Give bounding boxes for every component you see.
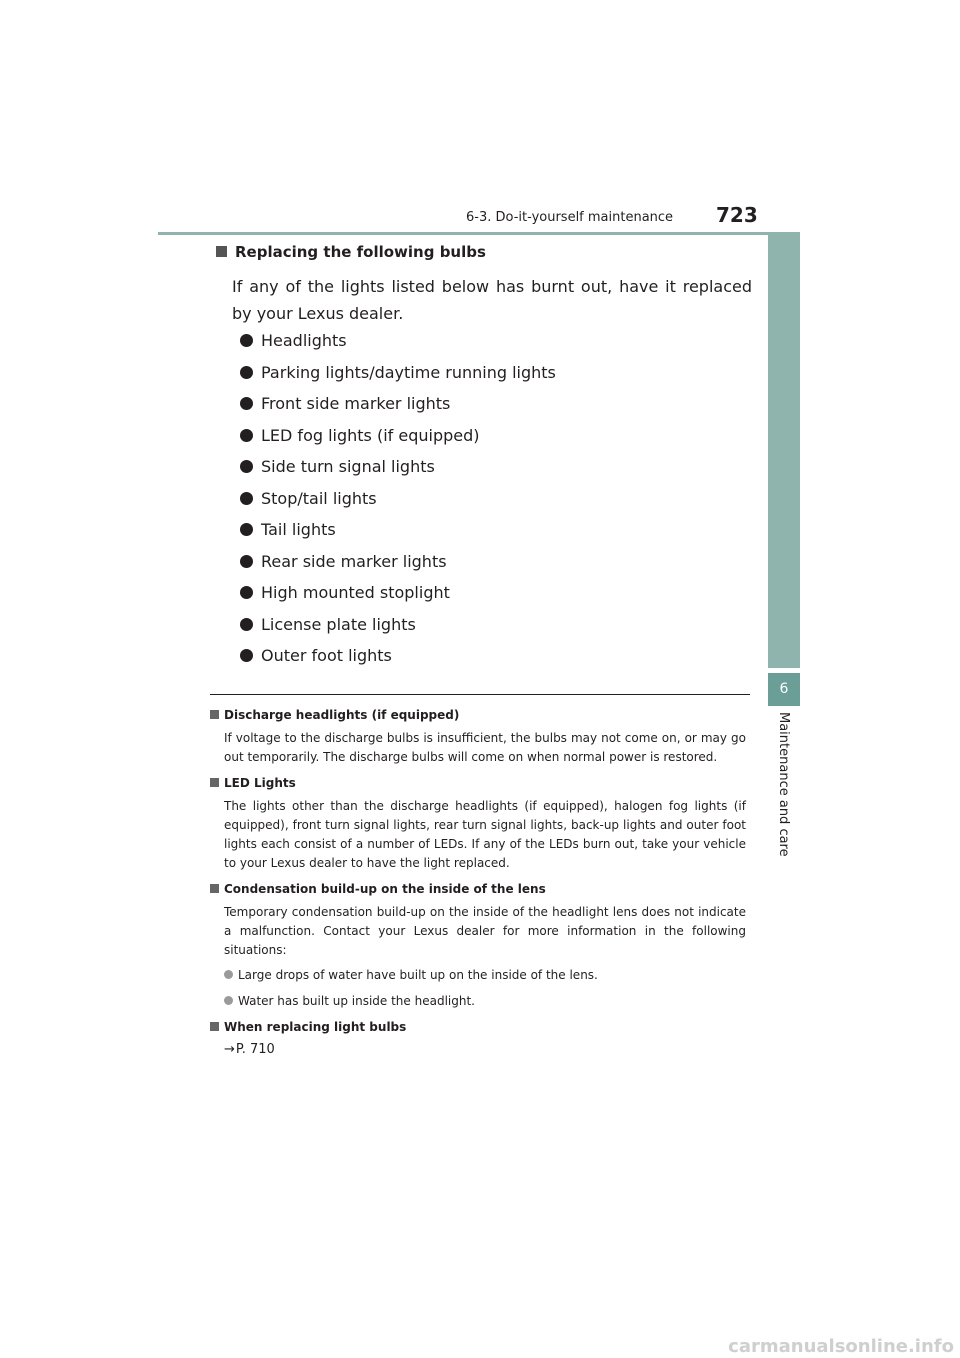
square-bullet-icon: [210, 1022, 219, 1031]
arrow-right-icon: →: [224, 1042, 235, 1057]
note-body: The lights other than the discharge headlights (if equipped), halogen fog lights (if equipped), front turn signal lights, rear turn signal lights, back-up lights and outer foot lights each consist of a number of LEDs. If any of the LEDs burn out, take your vehicle to your Lexus dealer to have the light replaced.: [224, 799, 746, 870]
bullet-icon: [240, 397, 253, 410]
bulbs-heading-text: Replacing the following bulbs: [235, 243, 486, 261]
page-reference-text[interactable]: P. 710: [235, 1042, 275, 1057]
list-item: Stop/tail lights: [240, 488, 556, 520]
section-title: 6-3. Do-it-yourself maintenance: [466, 210, 674, 225]
list-item: High mounted stoplight: [240, 582, 556, 614]
list-item: Large drops of water have built up on the inside of the lens.: [224, 966, 746, 985]
note-discharge: [210, 708, 746, 767]
note-condensation: [210, 882, 746, 1011]
bulbs-intro: If any of the lights listed below has burnt out, have it replaced by your Lexus dealer.: [232, 277, 752, 323]
bullet-icon: [240, 460, 253, 473]
list-item: Water has built up inside the headlight.: [224, 992, 746, 1011]
list-item: Front side marker lights: [240, 393, 556, 425]
note-body: Temporary condensation build-up on the inside of the headlight lens does not indicate a malfunction. Contact your Lexus dealer for more information in the following situations:: [224, 905, 746, 957]
list-item: License plate lights: [240, 614, 556, 646]
side-tab-bar: [768, 232, 800, 668]
page-number: 723: [716, 203, 758, 227]
list-item: Tail lights: [240, 519, 556, 551]
bullet-icon: [240, 618, 253, 631]
chapter-number: 6: [768, 673, 800, 706]
note-title: Condensation build-up on the inside of the lens: [210, 882, 746, 896]
list-item: Rear side marker lights: [240, 551, 556, 583]
condensation-list: [224, 966, 746, 1011]
notes-section: [210, 708, 746, 1057]
bullet-icon: [240, 555, 253, 568]
bullet-icon: [240, 523, 253, 536]
chapter-label-text: Maintenance and care: [776, 712, 791, 857]
chapter-label: [768, 712, 800, 912]
list-item: Headlights: [240, 330, 556, 362]
bulb-list: [240, 330, 556, 677]
list-item: Outer foot lights: [240, 645, 556, 677]
note-title: When replacing light bulbs: [210, 1020, 746, 1034]
square-bullet-icon: [210, 710, 219, 719]
bullet-icon: [224, 970, 233, 979]
note-led: [210, 776, 746, 873]
bullet-icon: [240, 649, 253, 662]
bullet-icon: [240, 334, 253, 347]
bulbs-heading: [216, 243, 486, 261]
note-title: LED Lights: [210, 776, 746, 790]
list-item: Side turn signal lights: [240, 456, 556, 488]
section-divider: [210, 694, 750, 695]
note-replacing: [210, 1020, 746, 1057]
bullet-icon: [240, 492, 253, 505]
list-item: LED fog lights (if equipped): [240, 425, 556, 457]
square-bullet-icon: [216, 246, 227, 257]
page-reference[interactable]: [224, 1042, 746, 1057]
bullet-icon: [240, 429, 253, 442]
note-body: If voltage to the discharge bulbs is insufficient, the bulbs may not come on, or may go out temporarily. The discharge bulbs will come on when normal power is restored.: [224, 731, 746, 764]
watermark: carmanualsonline.info: [728, 1336, 954, 1357]
bullet-icon: [224, 996, 233, 1005]
list-item: Parking lights/daytime running lights: [240, 362, 556, 394]
bullet-icon: [240, 586, 253, 599]
square-bullet-icon: [210, 778, 219, 787]
bullet-icon: [240, 366, 253, 379]
square-bullet-icon: [210, 884, 219, 893]
header-rule: [158, 232, 800, 235]
note-title: Discharge headlights (if equipped): [210, 708, 746, 722]
